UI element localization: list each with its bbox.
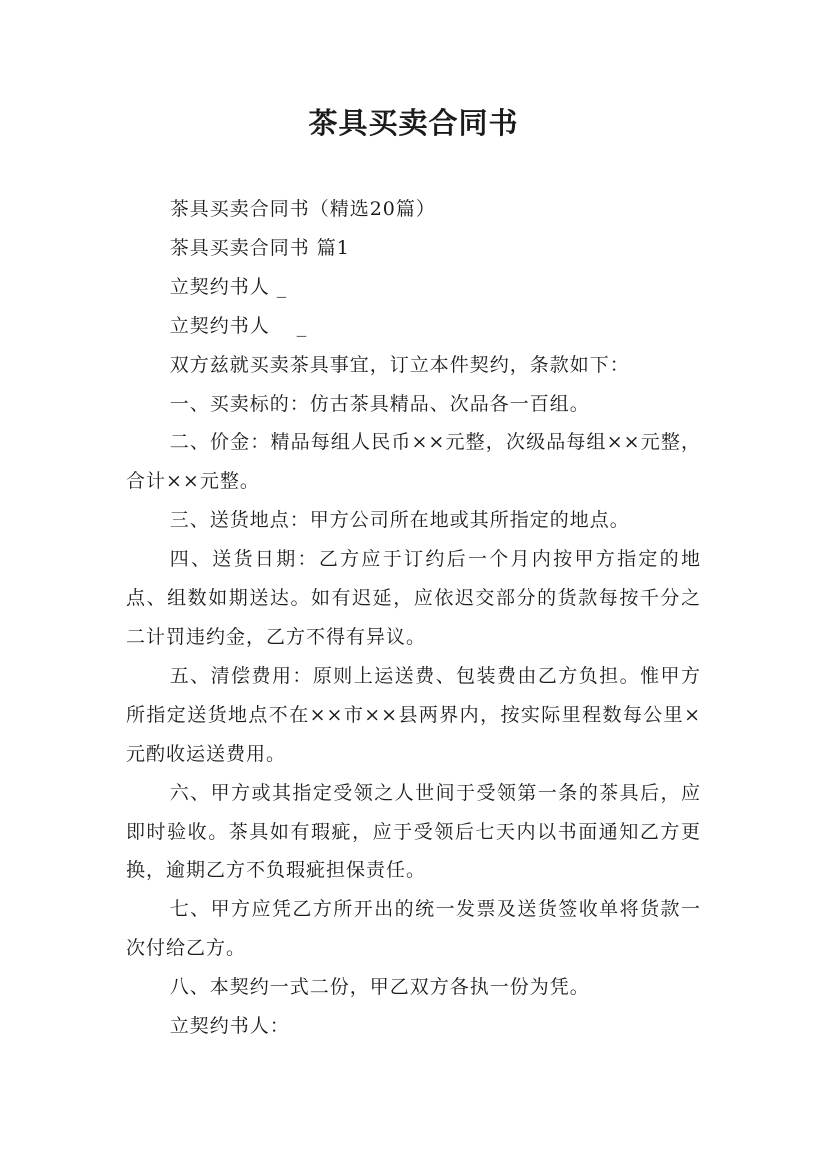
document-body xyxy=(126,190,701,1046)
paragraph: 一、买卖标的：仿古茶具精品、次品各一百组。 xyxy=(169,392,590,415)
paragraph: 八、本契约一式二份，甲乙双方各执一份为凭。 xyxy=(169,976,590,999)
paragraph: 四、送货日期：乙方应于订约后一个月内按甲方指定的地点、组数如期送达。如有迟延，应依迟交部分的货款每按千分之二计罚违约金，乙方不得有异议。 xyxy=(126,548,701,648)
paragraph: 五、清偿费用：原则上运送费、包装费由乙方负担。惟甲方所指定送货地点不在××市××县两界内，按实际里程数每公里×元酌收运送费用。 xyxy=(126,664,701,765)
paragraph: 立契约书人 _ xyxy=(169,275,288,298)
document-title: 茶具买卖合同书 xyxy=(308,106,519,140)
paragraph: 二、价金：精品每组人民币××元整，次级品每组××元整，合计××元整。 xyxy=(126,431,701,493)
paragraph: 立契约书人 _ xyxy=(169,314,308,337)
paragraph: 六、甲方或其指定受领之人世间于受领第一条的茶具后，应即时验收。茶具如有瑕疵，应于受领后七天内以书面通知乙方更换，逾期乙方不负瑕疵担保责任。 xyxy=(126,781,701,882)
paragraph: 双方兹就买卖茶具事宜，订立本件契约，条款如下： xyxy=(169,353,630,376)
paragraph: 茶具买卖合同书（精选20篇） xyxy=(169,198,436,220)
paragraph: 三、送货地点：甲方公司所在地或其所指定的地点。 xyxy=(169,509,630,532)
paragraph: 茶具买卖合同书 篇1 xyxy=(169,236,350,259)
paragraph: 七、甲方应凭乙方所开出的统一发票及送货签收单将货款一次付给乙方。 xyxy=(126,898,701,960)
paragraph: 立契约书人： xyxy=(169,1015,290,1038)
